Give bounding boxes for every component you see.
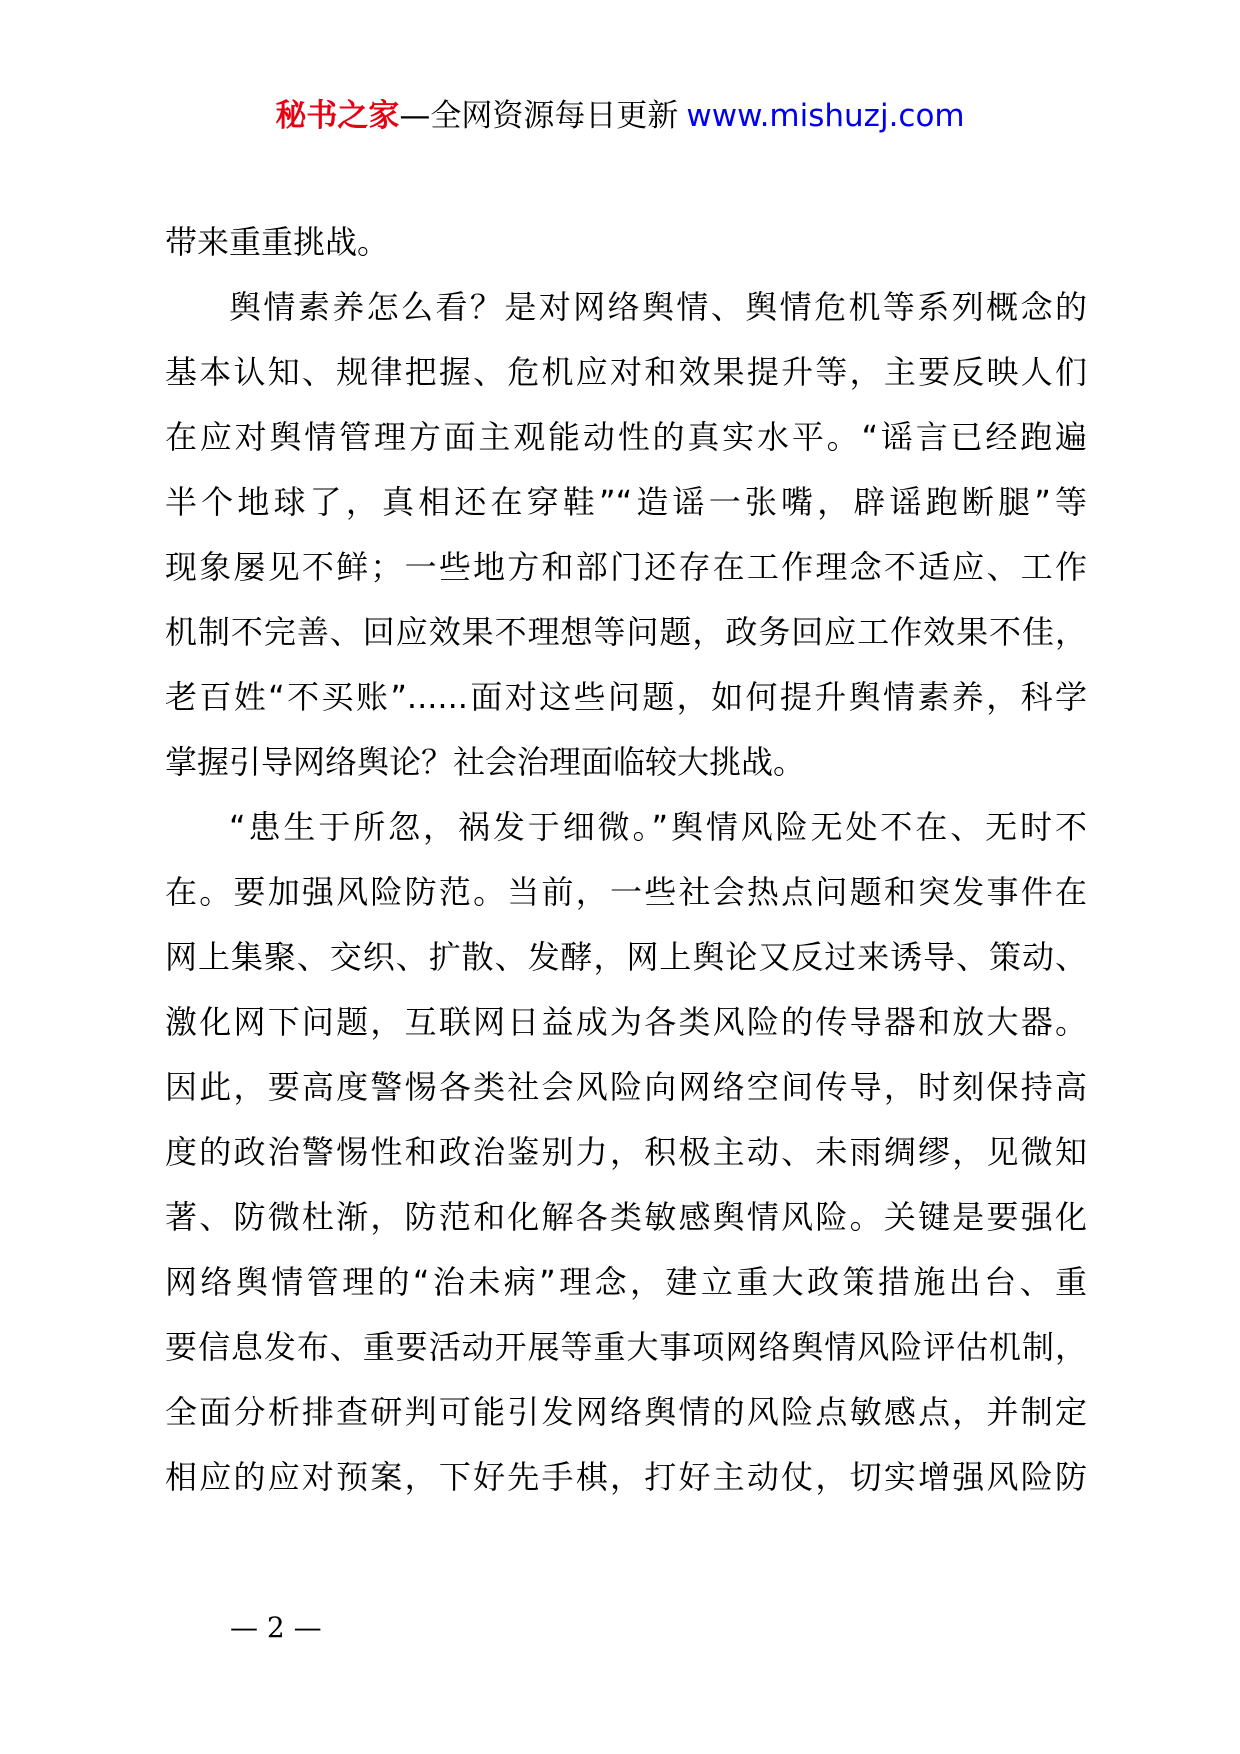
text-line: 要信息发布、重要活动开展等重大事项网络舆情风险评估机制， [165, 1328, 1087, 1366]
text-line: 著、防微杜渐，防范和化解各类敏感舆情风险。关键是要强化 [165, 1198, 1087, 1236]
paragraph [165, 210, 1087, 275]
site-url-link[interactable]: www.mishuzj.com [686, 98, 965, 134]
text-line: 机制不完善、回应效果不理想等问题，政务回应工作效果不佳， [165, 613, 1087, 651]
text-line: 因此，要高度警惕各类社会风险向网络空间传导，时刻保持高 [165, 1068, 1087, 1106]
paragraph [165, 275, 1087, 795]
text-line: 半个地球了，真相还在穿鞋”“造谣一张嘴，辟谣跑断腿”等 [165, 483, 1087, 521]
text-line: 网络舆情管理的“治未病”理念，建立重大政策措施出台、重 [165, 1263, 1087, 1301]
page-header [0, 96, 1240, 136]
site-tagline: —全网资源每日更新 [399, 98, 679, 134]
text-line: 度的政治警惕性和政治鉴别力，积极主动、未雨绸缪，见微知 [165, 1133, 1087, 1171]
text-line: 带来重重挑战。 [165, 223, 390, 261]
text-line: 老百姓“不买账”......面对这些问题，如何提升舆情素养，科学 [165, 678, 1087, 716]
text-line: 现象屡见不鲜；一些地方和部门还存在工作理念不适应、工作 [165, 548, 1087, 586]
text-line: 掌握引导网络舆论？社会治理面临较大挑战。 [165, 743, 806, 781]
text-line: 网上集聚、交织、扩散、发酵，网上舆论又反过来诱导、策动、 [165, 938, 1087, 976]
text-line: 在。要加强风险防范。当前，一些社会热点问题和突发事件在 [165, 873, 1087, 911]
site-brand: 秘书之家 [275, 98, 400, 134]
text-line: 相应的应对预案，下好先手棋，打好主动仗，切实增强风险防 [165, 1458, 1087, 1496]
text-line: 基本认知、规律把握、危机应对和效果提升等，主要反映人们 [165, 353, 1087, 391]
text-line: 激化网下问题，互联网日益成为各类风险的传导器和放大器。 [165, 1003, 1087, 1041]
page-number: — 2 — [230, 1611, 322, 1644]
paragraph [165, 795, 1087, 1510]
document-body [165, 210, 1087, 1510]
text-line: 在应对舆情管理方面主观能动性的真实水平。“谣言已经跑遍 [165, 418, 1087, 456]
text-line: “患生于所忽，祸发于细微。”舆情风险无处不在、无时不 [229, 808, 1087, 846]
text-line: 舆情素养怎么看？是对网络舆情、舆情危机等系列概念的 [229, 288, 1087, 326]
text-line: 全面分析排查研判可能引发网络舆情的风险点敏感点，并制定 [165, 1393, 1087, 1431]
